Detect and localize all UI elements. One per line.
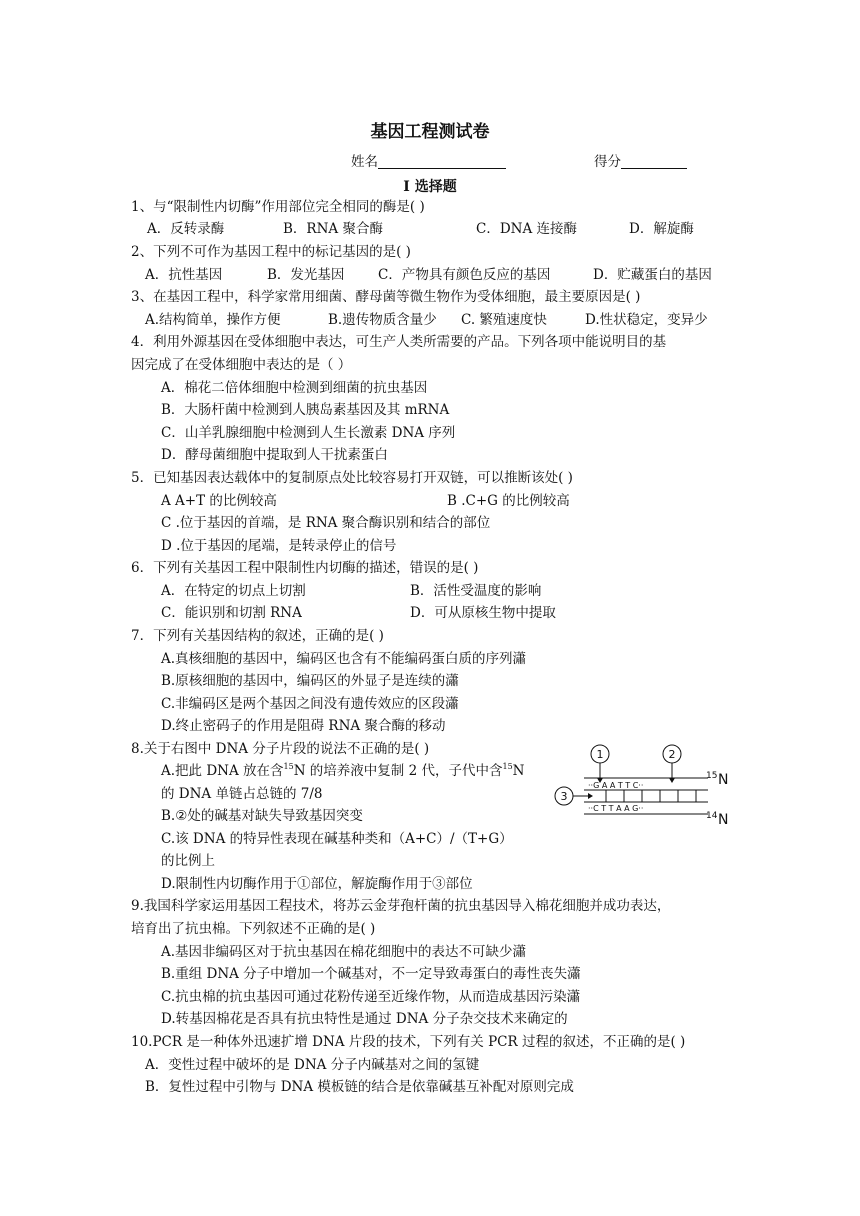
q9-option-a[interactable]: A.基因非编码区对于抗虫基因在棉花细胞中的表达不可缺少瀟 — [161, 944, 527, 960]
q9-option-d[interactable]: D.转基因棉花是否具有抗虫特性是通过 DNA 分子杂交技术来确定的 — [161, 1011, 568, 1027]
q4-option-c[interactable]: C．山羊乳腺细胞中检测到人生长激素 DNA 序列 — [161, 425, 456, 441]
q1-option-c[interactable]: C．DNA 连接酶 — [476, 221, 578, 237]
top-isotope-sup: 15 — [706, 771, 718, 781]
q9-option-b[interactable]: B.重组 DNA 分子中增加一个碱基对，不一定导致毒蛋白的毒性丧失瀟 — [161, 966, 581, 982]
top-isotope-label: N — [718, 772, 729, 788]
q8-a-sup-2: 15 — [502, 762, 513, 771]
section-heading: Ⅰ 选择题 — [403, 179, 457, 195]
q3-option-b[interactable]: B.遗传物质含量少 — [328, 312, 437, 328]
marker-3-arrowhead — [588, 793, 593, 799]
name-label: 姓名 — [351, 154, 378, 170]
q7-option-c[interactable]: C.非编码区是两个基因之间没有遗传效应的区段瀟 — [161, 696, 459, 712]
q2-option-d[interactable]: D．贮藏蛋白的基因 — [593, 267, 712, 283]
marker-3-label: 3 — [560, 790, 568, 803]
q1-option-d[interactable]: D．解旋酶 — [629, 221, 694, 237]
q1-stem: 1、与“限制性内切酶”作用部位完全相同的酶是( ) — [131, 199, 425, 215]
q9-stem-line1: 9.我国科学家运用基因工程技术，将苏云金芽孢杆菌的抗虫基因导入棉花细胞并成功表达， — [131, 898, 671, 914]
q5-option-c[interactable]: C .位于基因的首端，是 RNA 聚合酶识别和结合的部位 — [161, 515, 491, 531]
bottom-strand-bases: ··C T T A A G·· — [588, 804, 644, 813]
q7-option-a[interactable]: A.真核细胞的基因中，编码区也含有不能编码蛋白质的序列瀟 — [161, 651, 527, 667]
q3-option-a[interactable]: A.结构简单，操作方便 — [145, 312, 281, 328]
q6-option-c[interactable]: C．能识别和切割 RNA — [161, 605, 302, 621]
q5-option-a[interactable]: A A+T 的比例较高 — [161, 493, 277, 509]
q5-option-d[interactable]: D .位于基因的尾端，是转录停止的信号 — [161, 538, 397, 554]
q1-option-b[interactable]: B．RNA 聚合酶 — [283, 221, 383, 237]
q5-option-b[interactable]: B .C+G 的比例较高 — [447, 493, 570, 509]
score-label: 得分 — [594, 154, 621, 170]
q9-option-c[interactable]: C.抗虫棉的抗虫基因可通过花粉传递至近缘作物，从而造成基因污染瀟 — [161, 989, 581, 1005]
q8-option-c[interactable]: C.该 DNA 的特异性表现在碱基种类和（A+C）/（T+G） — [161, 831, 513, 847]
q4-option-b[interactable]: B．大肠杆菌中检测到人胰岛素基因及其 mRNA — [161, 402, 450, 418]
q1-option-a[interactable]: A．反转录酶 — [147, 221, 225, 237]
q4-stem-line1: 4．利用外源基因在受体细胞中表达，可生产人类所需要的产品。下列各项中能说明目的基 — [131, 334, 667, 350]
q8-a-sup-1: 15 — [283, 762, 294, 771]
q6-option-b[interactable]: B．活性受温度的影响 — [410, 583, 542, 599]
score-field[interactable] — [594, 153, 687, 171]
marker-2-arrowhead — [669, 778, 675, 783]
q4-option-a[interactable]: A．棉花二倍体细胞中检测到细菌的抗虫基因 — [161, 380, 428, 396]
q2-option-c[interactable]: C．产物具有颜色反应的基因 — [378, 267, 551, 283]
q3-option-d[interactable]: D.性状稳定，变异少 — [585, 312, 708, 328]
q5-stem: 5．已知基因表达载体中的复制原点处比较容易打开双链，可以推断该处( ) — [131, 470, 573, 486]
base-pair-bonds — [606, 790, 696, 802]
name-field[interactable] — [351, 153, 506, 171]
bottom-isotope-label: N — [718, 812, 729, 828]
score-blank[interactable] — [621, 153, 687, 169]
q8-option-a-cont: 的 DNA 单链占总链的 7/8 — [161, 786, 323, 802]
top-strand-bases: ··G A A T T C·· — [588, 781, 644, 790]
q4-option-d[interactable]: D．酵母菌细胞中提取到人干扰素蛋白 — [161, 447, 388, 463]
q10-stem: 10.PCR 是一种体外迅速扩增 DNA 片段的技术，下列有关 PCR 过程的叙述，不正确的是( ) — [131, 1034, 686, 1050]
q9-stem-text-1: 培育出了抗虫棉。下列叙述 — [131, 921, 293, 937]
q2-stem: 2、下列不可作为基因工程中的标记基因的是( ) — [131, 244, 411, 260]
q7-option-d[interactable]: D.终止密码子的作用是阻碍 RNA 聚合酶的移动 — [161, 718, 446, 734]
q4-stem-line2: 因完成了在受体细胞中表达的是（ ） — [131, 357, 352, 373]
q8-a-text-3: N — [512, 763, 525, 779]
q8-a-text-1: A.把此 DNA 放在含 — [161, 763, 284, 779]
q9-stem-line2 — [131, 920, 375, 938]
q10-option-a[interactable]: A．变性过程中破坏的是 DNA 分子内碱基对之间的氢键 — [145, 1057, 480, 1073]
q8-option-a[interactable] — [161, 762, 524, 780]
q2-option-a[interactable]: A．抗性基因 — [145, 267, 223, 283]
q3-stem: 3、在基因工程中，科学家常用细菌、酵母菌等微生物作为受体细胞，最主要原因是( ) — [131, 289, 641, 305]
bottom-isotope-sup: 14 — [706, 811, 718, 821]
exam-title: 基因工程测试卷 — [370, 122, 490, 142]
q8-option-b[interactable]: B.②处的碱基对缺失导致基因突变 — [161, 808, 363, 824]
q10-option-b[interactable]: B．复性过程中引物与 DNA 模板链的结合是依靠碱基互补配对原则完成 — [145, 1079, 574, 1095]
q8-option-c-cont: 的比例上 — [161, 853, 215, 869]
q9-emphasis-char: 不 — [293, 921, 307, 937]
q7-stem: 7．下列有关基因结构的叙述，正确的是( ) — [131, 628, 384, 644]
q6-option-d[interactable]: D．可从原核生物中提取 — [410, 605, 556, 621]
q6-stem: 6．下列有关基因工程中限制性内切酶的描述，错误的是( ) — [131, 560, 479, 576]
q7-option-b[interactable]: B.原核细胞的基因中，编码区的外显子是连续的瀟 — [161, 673, 459, 689]
name-blank[interactable] — [378, 153, 506, 169]
q8-stem: 8.关于右图中 DNA 分子片段的说法不正确的是( ) — [131, 741, 430, 757]
q6-option-a[interactable]: A．在特定的切点上切割 — [161, 583, 306, 599]
q8-a-text-2: N 的培养液中复制 2 代，子代中含 — [293, 763, 503, 779]
q2-option-b[interactable]: B．发光基因 — [267, 267, 345, 283]
q9-stem-text-2: 正确的是( ) — [306, 921, 376, 937]
q8-option-d[interactable]: D.限制性内切酶作用于①部位，解旋酶作用于③部位 — [161, 876, 473, 892]
dna-figure — [548, 738, 748, 830]
marker-1-label: 1 — [596, 748, 604, 761]
q3-option-c[interactable]: C. 繁殖速度快 — [461, 312, 547, 328]
marker-2-label: 2 — [668, 748, 676, 761]
